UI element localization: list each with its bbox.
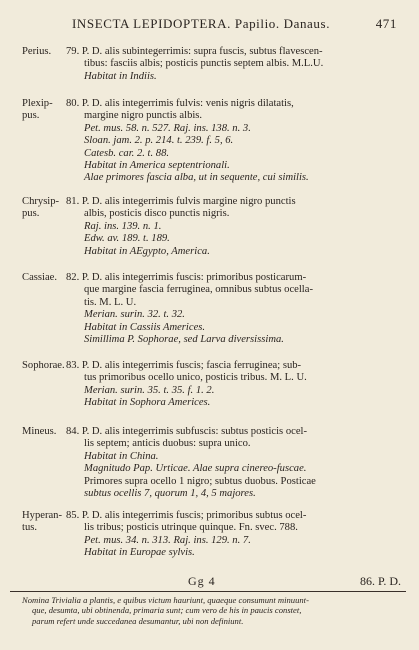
signature-mark: Gg 4 (188, 574, 216, 588)
entry-line: Merian. surin. 32. t. 32. (84, 309, 185, 321)
entry-line: Primores supra ocello 1 nigro; subtus duobus. Posticae (84, 475, 316, 487)
entry-line: Simillima P. Sophorae, sed Larva diversissima. (84, 334, 284, 346)
entry-text (66, 196, 400, 258)
catchword: 86. P. D. (359, 574, 401, 588)
footnote-line: parum refert unde succedanea desumantur, ubi non definiunt. (32, 615, 244, 626)
entry-line: 82. P. D. alis integerrimis fuscis: primoribus posticarum- (66, 272, 307, 283)
species-name: Hyperan- tus. (22, 510, 63, 534)
entry-line: Pet. mus. 58. n. 527. Raj. ins. 138. n. 3. (84, 122, 251, 134)
entry-line: Magnitudo Pap. Urticae. Alae supra cinereo-fuscae. (84, 463, 307, 475)
entry-line: Habitat in China. (84, 450, 159, 462)
entry-line: Edw. av. 189. t. 189. (84, 233, 170, 245)
entry-line: subtus ocellis 7, quorum 1, 4, 5 majores. (84, 488, 256, 500)
entry-line: lis septem; anticis duobus: supra unico. (84, 438, 251, 450)
entry-line: 80. P. D. alis integerrimis fulvis: venis nigris dilatatis, (66, 98, 294, 109)
entry-line: 83. P. D. alis integerrimis fuscis; fascia ferruginea; sub- (66, 360, 302, 371)
entry-line: que margine fascia ferruginea, omnibus subtus ocella- (84, 284, 313, 296)
entry-line: margine nigro punctis albis. (84, 110, 203, 122)
entry-line: Habitat in Sophora Americes. (84, 397, 211, 409)
entry-line: Merian. surin. 35. t. 35. f. 1. 2. (84, 384, 215, 396)
species-name: Sophorae. (22, 360, 65, 371)
entry-line: albis, posticis disco punctis nigris. (84, 208, 230, 220)
entry-text (66, 426, 400, 500)
species-name: Cassiae. (22, 272, 58, 283)
footnote-rule (10, 591, 406, 592)
entry-line: lis tribus; posticis utrinque quinque. Fn. svec. 788. (84, 522, 298, 534)
entry-line: Habitat in America septentrionali. (84, 160, 230, 172)
species-name: Mineus. (22, 426, 57, 437)
footnote-line: Nomina Trivialia a plantis, e quibus victum hauriunt, quaeque consumunt minuunt- (22, 595, 309, 605)
species-name: Plexip- pus. (22, 98, 53, 122)
entry-line: Alae primores fascia alba, ut in sequente, cui similis. (84, 172, 309, 184)
running-head (0, 16, 419, 32)
entry-line: Raj. ins. 139. n. 1. (84, 220, 162, 232)
page-number: 471 (375, 16, 397, 31)
entry-line: Habitat in Indiis. (84, 70, 157, 82)
entry-line: 81. P. D. alis integerrimis fulvis margine nigro punctis (66, 196, 296, 207)
species-name: Perius. (22, 46, 52, 57)
entry-line: tibus: fasciis albis; posticis punctis septem albis. M.L.U. (84, 58, 324, 70)
entry-text (66, 360, 400, 410)
entry-line: tis. M. L. U. (84, 296, 137, 308)
entry-line: Catesb. car. 2. t. 88. (84, 147, 170, 159)
entry-text (66, 98, 400, 185)
entry-line: Pet. mus. 34. n. 313. Raj. ins. 129. n. 7. (84, 534, 251, 546)
entry-line: Habitat in Europae sylvis. (84, 547, 195, 559)
entry-line: Sloan. jam. 2. p. 214. t. 239. f. 5, 6. (84, 135, 234, 147)
entry-line: 79. P. D. alis subintegerrimis: supra fuscis, subtus flavescen- (66, 46, 323, 57)
entry-line: Habitat in Cassiis Americes. (84, 321, 206, 333)
entry-line: 84. P. D. alis integerrimis subfuscis: subtus posticis ocel- (66, 426, 307, 437)
entry-text (66, 272, 400, 346)
footnote-line: que, desumta, ubi obtinenda, primaria sunt; cum vero de his in paucis constet, (32, 605, 302, 616)
species-name: Chrysip- pus. (22, 196, 60, 220)
entry-line: 85. P. D. alis integerrimis fuscis; primoribus subtus ocel- (66, 510, 307, 521)
footnote (22, 595, 404, 626)
running-title: INSECTA LEPIDOPTERA. Papilio. Danaus. (72, 16, 331, 31)
entry-line: tus primoribus ocello unico, posticis tribus. M. L. U. (84, 372, 307, 384)
entry-text (66, 510, 400, 560)
entry-line: Habitat in AEgypto, America. (84, 245, 210, 257)
entry-text (66, 46, 400, 83)
